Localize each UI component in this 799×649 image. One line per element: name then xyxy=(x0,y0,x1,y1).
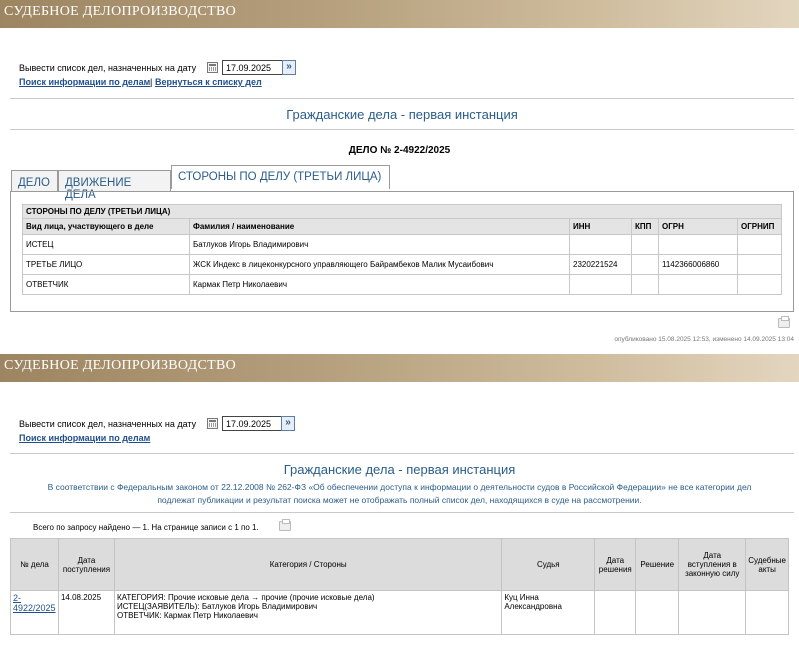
column-header: Дата поступления xyxy=(58,539,114,591)
cell-ogrn xyxy=(659,275,738,295)
table-row xyxy=(23,235,782,255)
defendant-line: ОТВЕТЧИК: Кармак Петр Николаевич xyxy=(116,611,258,620)
column-header: ОГРНИП xyxy=(738,219,782,235)
header-banner xyxy=(0,0,799,28)
cell-ogrn: 1142366006860 xyxy=(659,255,738,275)
search-link[interactable]: Поиск информации по делам xyxy=(19,433,151,443)
link-separator: | xyxy=(150,77,153,87)
cell-effective-date xyxy=(679,591,746,635)
published-info: опубликовано 15.08.2025 12:53, изменено 14.09.2025 13:04 xyxy=(614,336,794,343)
page-title: Гражданские дела - первая инстанция xyxy=(286,107,518,122)
cell-party-type: ИСТЕЦ xyxy=(23,235,190,255)
cell-kpp xyxy=(632,255,659,275)
print-icon[interactable] xyxy=(778,318,790,328)
table-row xyxy=(23,255,782,275)
tab-case-movement[interactable] xyxy=(58,170,171,201)
column-header: Фамилия / наименование xyxy=(190,219,570,235)
column-header: Категория / Стороны xyxy=(114,539,501,591)
category-line: КАТЕГОРИЯ: Прочие исковые дела → прочие (прочие исковые дела) xyxy=(116,593,375,602)
column-header: Судья xyxy=(502,539,595,591)
notice-line: подлежат публикации и результат поиска может не отображать полный список дел, находящихся в суде на рассмотрении. xyxy=(157,495,642,505)
cell-inn: 2320221524 xyxy=(570,255,632,275)
column-header: Дата вступления в законную силу xyxy=(679,539,746,591)
column-header: КПП xyxy=(632,219,659,235)
back-to-list-link[interactable]: Вернуться к списку дел xyxy=(155,77,262,87)
cell-decision-date xyxy=(595,591,636,635)
cell-party-name: Батлуков Игорь Владимирович xyxy=(190,235,570,255)
case-number: ДЕЛО № 2-4922/2025 xyxy=(348,145,451,156)
cell-inn xyxy=(570,235,632,255)
divider xyxy=(10,453,794,454)
cell-kpp xyxy=(632,235,659,255)
print-icon[interactable] xyxy=(279,521,291,531)
cell-judge: Куц Инна Александровна xyxy=(502,591,595,635)
cell-ogrnip xyxy=(738,275,782,295)
go-button[interactable]: » xyxy=(281,416,295,431)
cell-ogrnip xyxy=(738,235,782,255)
cell-decision xyxy=(636,591,679,635)
cell-inn xyxy=(570,275,632,295)
column-header: Вид лица, участвующего в деле xyxy=(23,219,190,235)
cell-ogrnip xyxy=(738,255,782,275)
search-link[interactable]: Поиск информации по делам xyxy=(19,77,151,87)
go-button[interactable]: » xyxy=(282,60,296,75)
cell-party-name: ЖСК Индекс в лицеконкурсного управляющего Байрамбеков Малик Мусаибович xyxy=(190,255,570,275)
divider xyxy=(10,98,794,99)
calendar-icon[interactable] xyxy=(207,62,218,73)
cell-ogrn xyxy=(659,235,738,255)
column-header: Дата решения xyxy=(595,539,636,591)
cell-party-type: ТРЕТЬЕ ЛИЦО xyxy=(23,255,190,275)
column-header: № дела xyxy=(11,539,59,591)
column-header: ИНН xyxy=(570,219,632,235)
cell-receipt-date: 14.08.2025 xyxy=(58,591,114,635)
calendar-icon[interactable] xyxy=(207,418,218,429)
table-row xyxy=(23,275,782,295)
table-caption: СТОРОНЫ ПО ДЕЛУ (ТРЕТЬИ ЛИЦА) xyxy=(23,205,782,219)
column-header: Судебные акты xyxy=(746,539,789,591)
cases-table xyxy=(10,538,789,635)
plaintiff-line: ИСТЕЦ(ЗАЯВИТЕЛЬ): Батлуков Игорь Владимирович xyxy=(116,602,318,611)
date-label: Вывести список дел, назначенных на дату xyxy=(19,419,197,429)
found-count: Всего по запросу найдено — 1. На странице записи с 1 по 1. xyxy=(33,523,259,532)
cell-kpp xyxy=(632,275,659,295)
cell-party-name: Кармак Петр Николаевич xyxy=(190,275,570,295)
date-input[interactable]: 17.09.2025 xyxy=(222,416,283,431)
date-input[interactable]: 17.09.2025 xyxy=(222,60,283,75)
banner-title: СУДЕБНОЕ ДЕЛОПРОИЗВОДСТВО xyxy=(4,358,237,373)
date-label: Вывести список дел, назначенных на дату xyxy=(19,63,197,73)
parties-table xyxy=(22,204,782,295)
column-header: Решение xyxy=(636,539,679,591)
page-title: Гражданские дела - первая инстанция xyxy=(283,462,516,477)
case-link[interactable]: 2-4922/2025 xyxy=(13,593,56,613)
table-row xyxy=(11,591,789,635)
tab-parties[interactable] xyxy=(171,165,390,189)
divider xyxy=(10,129,794,130)
header-banner xyxy=(0,354,799,382)
tab-label: СТОРОНЫ ПО ДЕЛУ (ТРЕТЬИ ЛИЦА) xyxy=(178,171,382,183)
tab-label: ДЕЛО xyxy=(18,177,50,189)
cell-acts xyxy=(746,591,789,635)
cell-category xyxy=(114,591,501,635)
divider xyxy=(10,512,794,513)
tab-case[interactable] xyxy=(11,170,58,192)
cell-party-type: ОТВЕТЧИК xyxy=(23,275,190,295)
column-header: ОГРН xyxy=(659,219,738,235)
banner-title: СУДЕБНОЕ ДЕЛОПРОИЗВОДСТВО xyxy=(4,4,237,19)
notice-line: В соответствии с Федеральным законом от 22.12.2008 № 262-ФЗ «Об обеспечении доступа к информации о деятельности судов в Российской Федерации» не все категории дел xyxy=(47,482,752,492)
tab-label: ДВИЖЕНИЕ ДЕЛА xyxy=(65,177,132,201)
